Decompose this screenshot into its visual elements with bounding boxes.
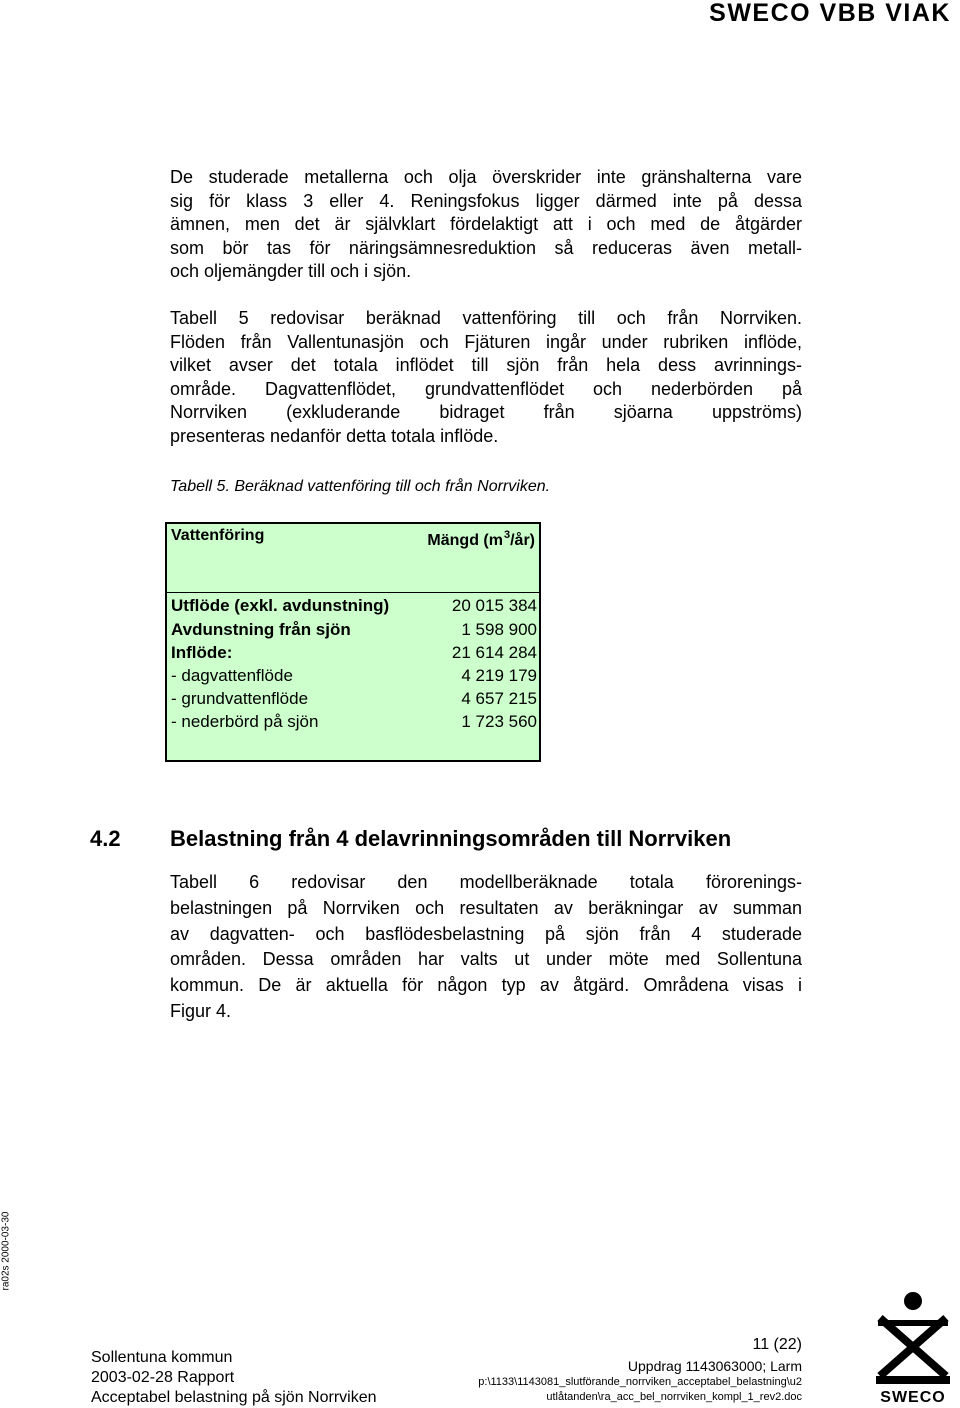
paragraph-flows (170, 307, 802, 449)
logo-wordmark: SWECO (880, 1389, 946, 1404)
paragraph-line: Tabell 6 redovisar den modellberäknade totala förorenings- (170, 872, 802, 892)
paragraph-line: De studerade metallerna och olja överskrider inte gränshalterna vare (170, 167, 802, 187)
row-label: - grundvattenflöde (171, 689, 309, 708)
footer-right (478, 1335, 802, 1405)
table-row (171, 643, 537, 666)
paragraph-line: Tabell 5 redovisar beräknad vattenföring till och från Norrviken. (170, 308, 802, 328)
assignment-number: Uppdrag 1143063000; Larm (627, 1358, 802, 1374)
table-header-mangd (427, 529, 535, 550)
paragraph-line: vilket avser det totala inflödet till sjön från hela dess avrinnings- (170, 355, 802, 376)
table-row (171, 596, 537, 619)
table-caption: Tabell 5. Beräknad vattenföring till och från Norrviken. (170, 478, 551, 495)
paragraph-line: som bör tas för näringsämnesreduktion så reduceras även metall- (170, 237, 802, 258)
header-superscript: 3 (503, 529, 511, 541)
paragraph-line: kommun. De är aktuella för någon typ av åtgärd. Områdena visas i (170, 975, 802, 996)
page-number: 11 (22) (752, 1336, 802, 1353)
paragraph-line: områden. Dessa områden har valts ut under möte med Sollentuna (170, 949, 802, 970)
brand-header: SWECO VBB VIAK (709, 0, 951, 27)
row-value: 1 598 900 (461, 620, 537, 639)
paragraph-metals (170, 166, 802, 284)
row-label: Inflöde: (171, 643, 233, 662)
flow-table (165, 522, 541, 762)
row-value: 4 657 215 (461, 689, 537, 708)
file-path: p:\1133\1143081_slutförande_norrviken_acceptabel_belastning\u2 (478, 1376, 802, 1388)
sweco-logo (873, 1290, 953, 1404)
row-label: - nederbörd på sjön (171, 712, 319, 731)
table-row (171, 620, 537, 643)
header-text-end: /år) (510, 532, 535, 549)
paragraph-line: område. Dagvattenflödet, grundvattenflödet och nederbörden på (170, 378, 802, 399)
paragraph-line: Figur 4. (170, 1000, 232, 1021)
row-value: 21 614 284 (451, 643, 537, 662)
footer-date-type: 2003-02-28 Rapport (91, 1369, 235, 1386)
file-path: utlåtanden\ra_acc_bel_norrviken_kompl_1_rev2.doc (546, 1391, 802, 1403)
table-row (171, 666, 537, 689)
section-title: Belastning från 4 delavrinningsområden till Norrviken (170, 826, 732, 851)
paragraph-line: Norrviken (exkluderande bidraget från sjöarna uppströms) (170, 402, 802, 423)
row-label: Avdunstning från sjön (171, 620, 351, 639)
paragraph-line: belastningen på Norrviken och resultaten av beräkningar av summan (170, 897, 802, 918)
header-text: Mängd (m (427, 532, 503, 549)
paragraph-line: sig för klass 3 eller 4. Reningsfokus ligger därmed inte på dessa (170, 190, 802, 211)
table-row (171, 712, 537, 735)
footer-report-title: Acceptabel belastning på sjön Norrviken (91, 1389, 377, 1406)
paragraph-line: och oljemängder till och i sjön. (170, 261, 412, 282)
section-number: 4.2 (90, 826, 121, 851)
table-header-divider (167, 592, 539, 593)
table-header-vattenforing: Vattenföring (171, 527, 265, 544)
footer-client: Sollentuna kommun (91, 1349, 233, 1366)
section-heading (90, 826, 731, 852)
row-label: - dagvattenflöde (171, 666, 293, 685)
footer-left (91, 1348, 377, 1408)
paragraph-line: presenteras nedanför detta totala inflöde. (170, 425, 499, 446)
row-value: 20 015 384 (451, 596, 537, 615)
template-code: ra02s 2000-03-30 (0, 1211, 12, 1291)
paragraph-load (170, 870, 802, 1025)
table-row (171, 689, 537, 712)
row-label: Utflöde (exkl. avdunstning) (171, 596, 390, 615)
row-value: 1 723 560 (461, 712, 537, 731)
row-value: 4 219 179 (461, 666, 537, 685)
paragraph-line: Flöden från Vallentunasjön och Fjäturen ingår under rubriken inflöde, (170, 331, 802, 352)
paragraph-line: av dagvatten- och basflödesbelastning på sjön från 4 studerade (170, 923, 802, 944)
paragraph-line: ämnen, men det är självklart fördelaktigt att i och med de åtgärder (170, 214, 802, 235)
